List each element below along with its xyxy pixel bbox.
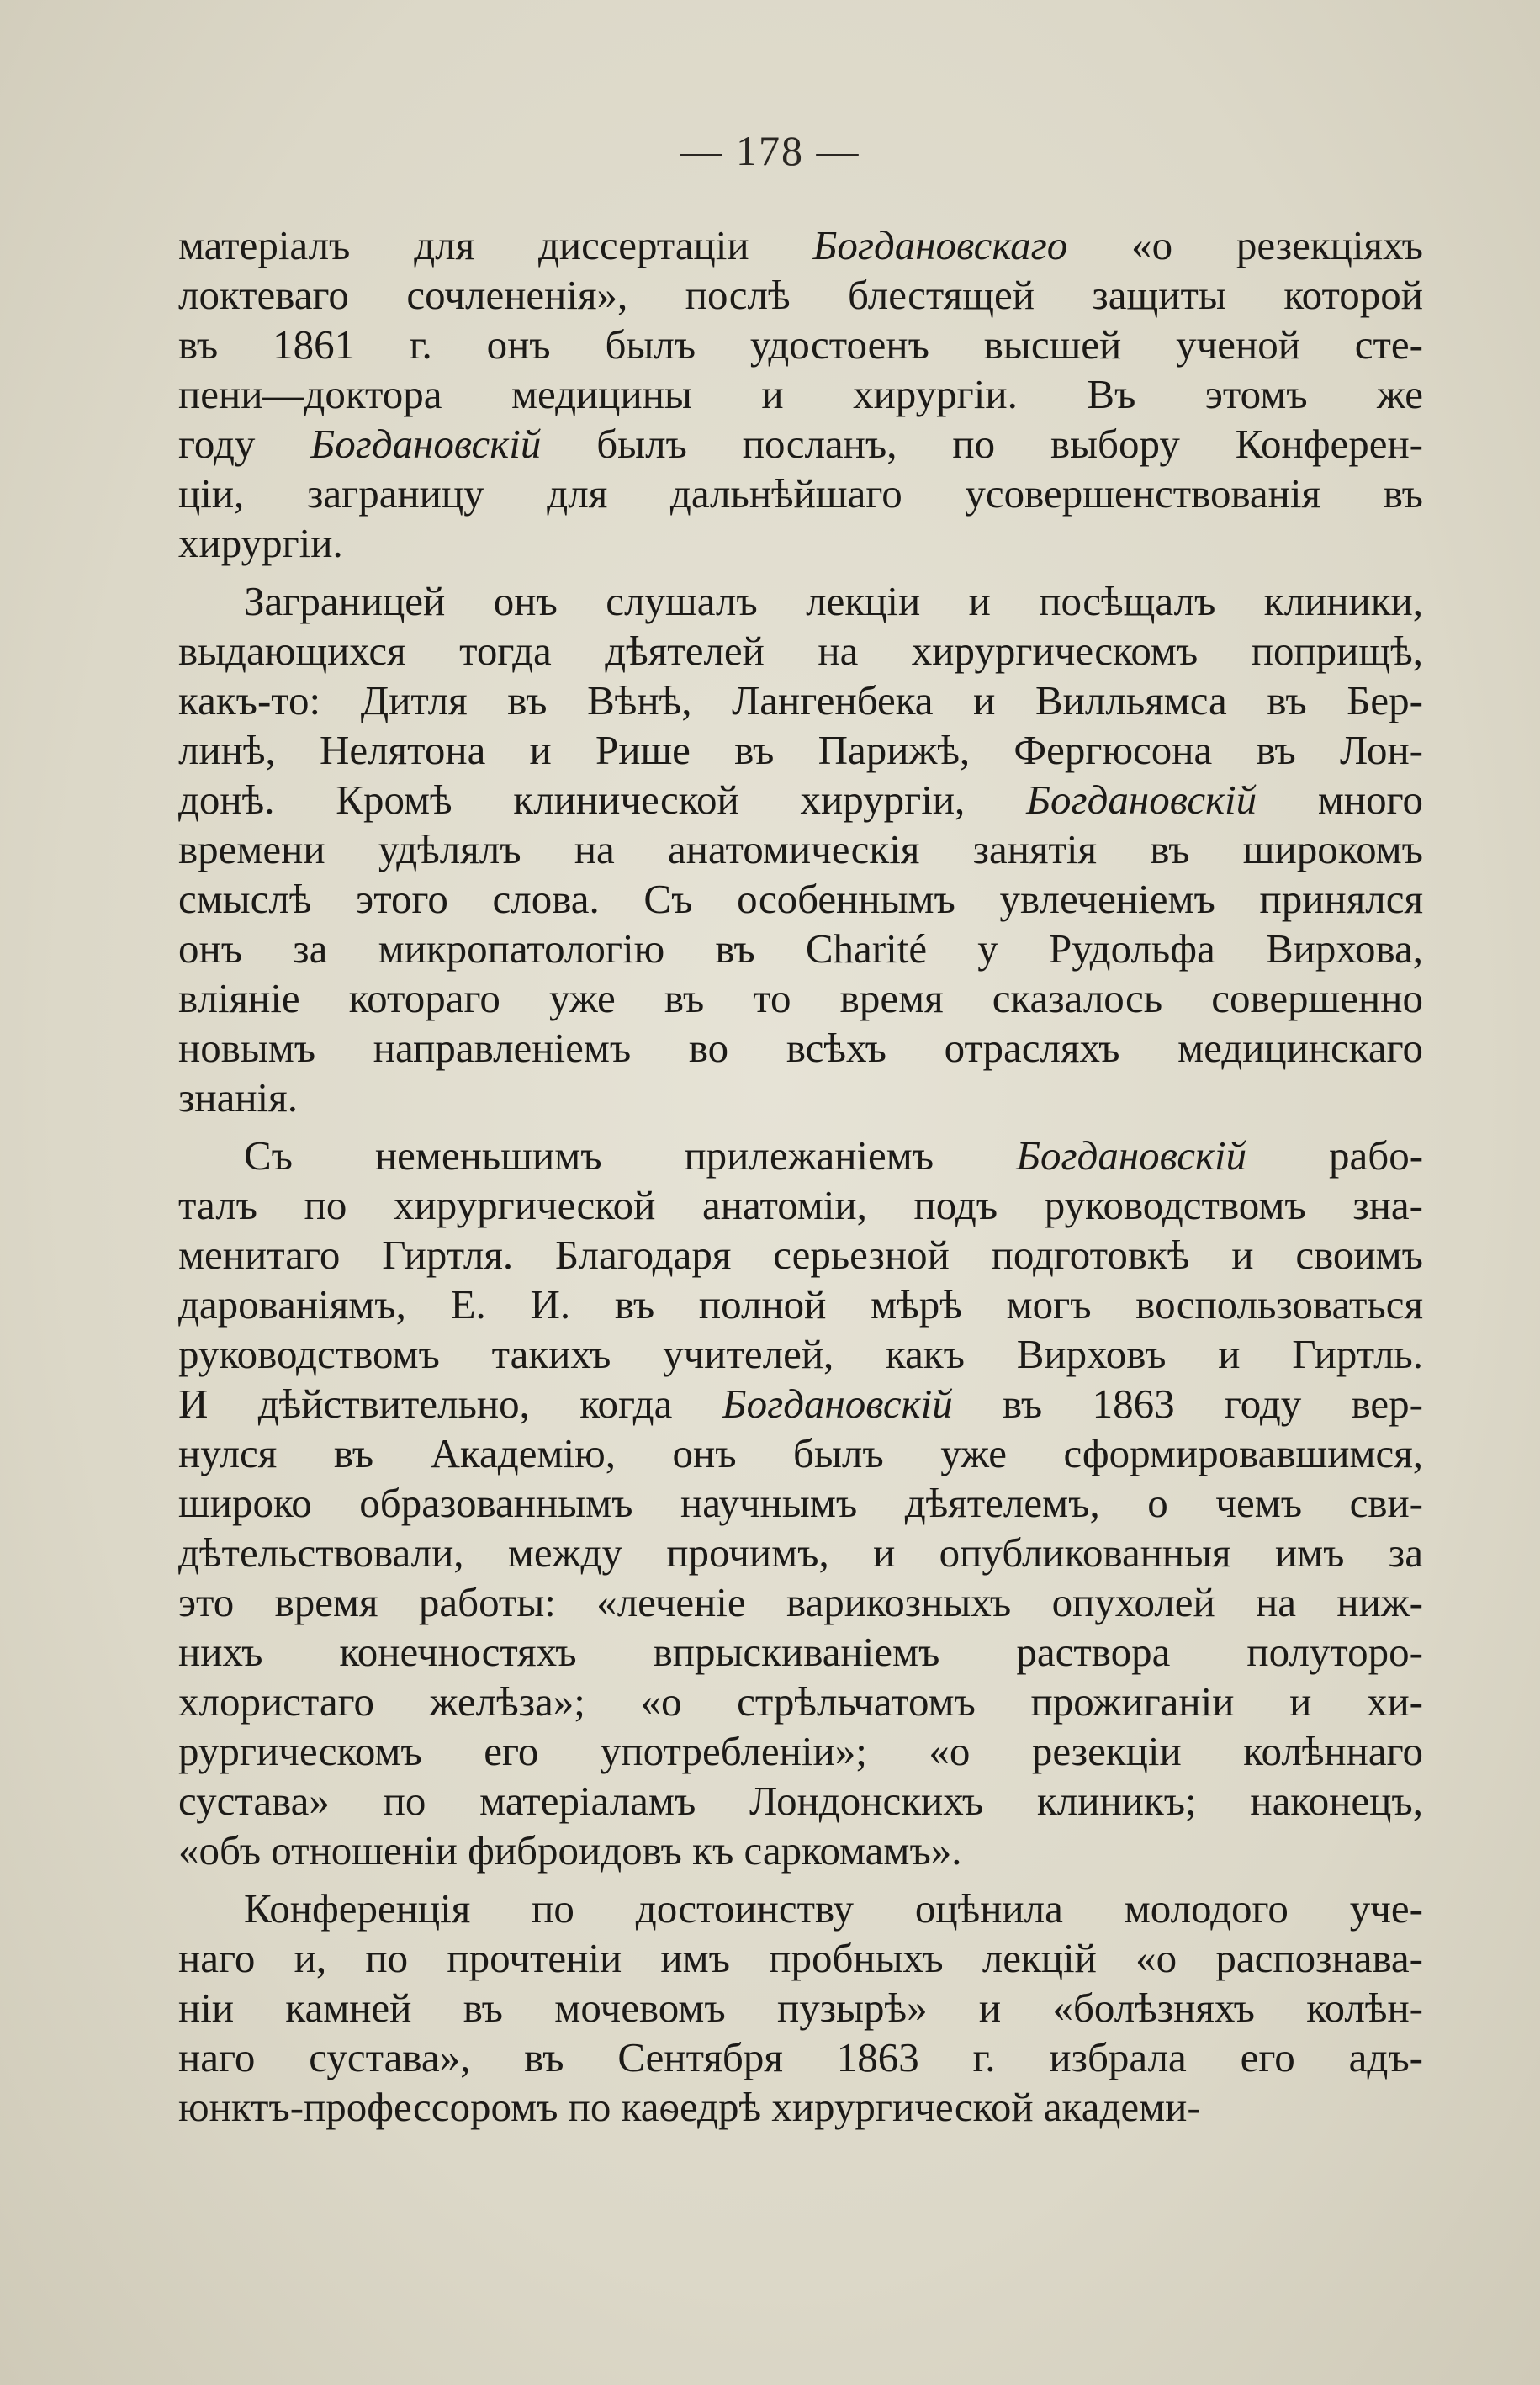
- text-run: дарованіямъ, Е. И. въ полной мѣрѣ могъ воспользоваться: [178, 1281, 1423, 1328]
- text-line: [178, 1180, 1423, 1230]
- text-run: линѣ, Нелятона и Рише въ Парижѣ, Фергюсона въ Лон-: [178, 727, 1423, 773]
- text-run: донѣ. Кромѣ клинической хирургіи,: [178, 776, 1027, 823]
- italic-name: Богдановскій: [1026, 776, 1257, 823]
- text-line: [178, 1379, 1423, 1428]
- text-run: хирургіи.: [178, 520, 343, 566]
- text-run: онъ за микропатологію въ Charité у Рудольфа Вирхова,: [178, 925, 1423, 972]
- text-run: времени удѣлялъ на анатомическія занятія въ широкомъ: [178, 826, 1423, 872]
- paragraph-gap: [178, 1875, 1423, 1884]
- text-line: [178, 1726, 1423, 1776]
- text-line: [178, 1983, 1423, 2033]
- text-run: менитаго Гиртля. Благодаря серьезной подготовкѣ и своимъ: [178, 1232, 1423, 1278]
- text-run: дѣтельствовали, между прочимъ, и опубликованныя имъ за: [178, 1529, 1423, 1576]
- text-run: Заграницей онъ слушалъ лекціи и посѣщалъ клиники,: [244, 578, 1423, 624]
- text-line: [178, 1230, 1423, 1280]
- italic-name: Богдановскій: [1016, 1132, 1247, 1179]
- text-run: Конференція по достоинству оцѣнила молодого уче-: [244, 1885, 1423, 1932]
- text-run: юнктъ-профессоромъ по каѳедрѣ хирургической академи-: [178, 2084, 1201, 2130]
- text-run: выдающихся тогда дѣятелей на хирургическомъ поприщѣ,: [178, 628, 1423, 674]
- text-run: знанія.: [178, 1074, 298, 1121]
- text-line: [178, 1023, 1423, 1073]
- text-line: [178, 1131, 1423, 1180]
- text-run: въ 1863 году вер-: [952, 1381, 1423, 1427]
- text-line: [178, 775, 1423, 824]
- italic-name: Богдановскій: [722, 1381, 953, 1427]
- text-line: [178, 924, 1423, 973]
- text-line: [178, 2082, 1423, 2132]
- text-line: [178, 1329, 1423, 1379]
- text-line: [178, 369, 1423, 419]
- text-line: [178, 973, 1423, 1023]
- text-line: [178, 1627, 1423, 1677]
- text-run: ціи, заграницу для дальнѣйшаго усовершенствованія въ: [178, 470, 1423, 517]
- text-run: рабо-: [1246, 1132, 1423, 1179]
- text-run: широко образованнымъ научнымъ дѣятелемъ, о чемъ сви-: [178, 1480, 1423, 1526]
- text-run: «объ отношеніи фиброидовъ къ саркомамъ».: [178, 1827, 962, 1874]
- text-line: [178, 725, 1423, 775]
- text-run: былъ посланъ, по выбору Конферен-: [541, 421, 1423, 467]
- text-line: [178, 1528, 1423, 1577]
- paragraph-gap: [178, 568, 1423, 576]
- text-run: матеріалъ для диссертаціи: [178, 222, 813, 268]
- text-run: Съ неменьшимъ прилежаніемъ: [244, 1132, 1017, 1179]
- text-line: [178, 220, 1423, 270]
- text-line: [178, 874, 1423, 924]
- text-run: ніи камней въ мочевомъ пузырѣ» и «болѣзняхъ колѣн-: [178, 1985, 1423, 2031]
- text-run: нулся въ Академію, онъ былъ уже сформировавшимся,: [178, 1430, 1423, 1476]
- text-line: [178, 1280, 1423, 1329]
- text-run: руководствомъ такихъ учителей, какъ Вирховъ и Гиртль.: [178, 1331, 1423, 1377]
- text-run: новымъ направленіемъ во всѣхъ отрасляхъ медицинскаго: [178, 1025, 1423, 1071]
- text-line: [178, 469, 1423, 518]
- paragraph: [178, 576, 1423, 1122]
- text-run: много: [1257, 776, 1423, 823]
- text-line: [178, 1884, 1423, 1933]
- text-run: году: [178, 421, 311, 467]
- text-run: нихъ конечностяхъ впрыскиваніемъ раствора полуторо-: [178, 1629, 1423, 1675]
- text-line: [178, 320, 1423, 369]
- text-line: [178, 824, 1423, 874]
- text-run: какъ-то: Дитля въ Вѣнѣ, Лангенбека и Вилльямса въ Бер-: [178, 677, 1423, 723]
- text-line: [178, 626, 1423, 676]
- paragraph: [178, 1884, 1423, 2132]
- italic-name: Богдановскій: [310, 421, 542, 467]
- text-run: въ 1861 г. онъ былъ удостоенъ высшей ученой сте-: [178, 321, 1423, 368]
- text-line: [178, 1073, 1423, 1122]
- text-line: [178, 676, 1423, 725]
- text-run: наго и, по прочтеніи имъ пробныхъ лекцій «о распознава-: [178, 1935, 1423, 1981]
- text-run: смыслѣ этого слова. Съ особеннымъ увлеченіемъ принялся: [178, 876, 1423, 922]
- text-run: сустава» по матеріаламъ Лондонскихъ клиникъ; наконецъ,: [178, 1778, 1423, 1824]
- text-run: рургическомъ его употребленіи»; «о резекціи колѣннаго: [178, 1728, 1423, 1774]
- text-run: это время работы: «леченіе варикозныхъ опухолей на ниж-: [178, 1579, 1423, 1625]
- text-line: [178, 1478, 1423, 1528]
- paragraph: [178, 1131, 1423, 1875]
- text-line: [178, 1677, 1423, 1726]
- text-line: [178, 576, 1423, 626]
- page-number: — 178 —: [680, 127, 860, 174]
- text-line: [178, 1826, 1423, 1875]
- text-run: хлористаго желѣза»; «о стрѣльчатомъ прожиганіи и хи-: [178, 1678, 1423, 1725]
- text-line: [178, 270, 1423, 320]
- text-line: [178, 1933, 1423, 1983]
- italic-name: Богдановскаго: [812, 222, 1068, 268]
- text-run: наго сустава», въ Сентября 1863 г. избрала его адъ-: [178, 2034, 1423, 2080]
- text-line: [178, 1776, 1423, 1826]
- text-line: [178, 419, 1423, 469]
- text-line: [178, 518, 1423, 568]
- text-run: И дѣйствительно, когда: [178, 1381, 722, 1427]
- paragraph-gap: [178, 1122, 1423, 1131]
- text-run: «о резекціяхъ: [1067, 222, 1423, 268]
- body-text: [178, 220, 1423, 2132]
- text-run: вліяніе котораго уже въ то время сказалось совершенно: [178, 975, 1423, 1021]
- text-run: талъ по хирургической анатоміи, подъ руководствомъ зна-: [178, 1182, 1423, 1228]
- text-run: пени—доктора медицины и хирургіи. Въ этомъ же: [178, 371, 1423, 417]
- text-line: [178, 1577, 1423, 1627]
- paragraph: [178, 220, 1423, 568]
- text-run: локтеваго сочлененія», послѣ блестящей защиты которой: [178, 272, 1423, 318]
- text-line: [178, 2033, 1423, 2082]
- text-line: [178, 1428, 1423, 1478]
